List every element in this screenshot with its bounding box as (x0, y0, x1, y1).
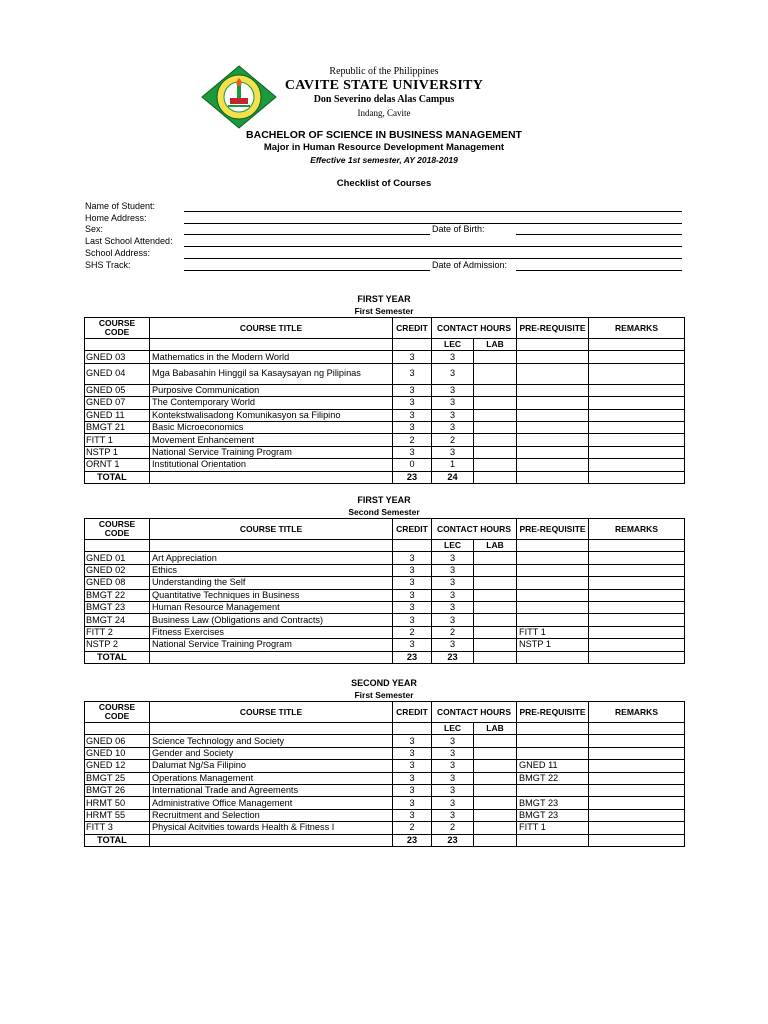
contact-hours-header: CONTACT HOURS (432, 318, 517, 339)
name-label: Name of Student: (85, 201, 156, 211)
section-year: FIRST YEAR (357, 294, 411, 304)
table-row: GNED 11 Kontekstwalisadong Komunikasyon sa Filipino 3 3 (85, 409, 685, 421)
table-row: GNED 02 Ethics 3 3 (85, 564, 685, 576)
table-row: BMGT 26 International Trade and Agreements 3 3 (85, 784, 685, 796)
last-school-field[interactable] (184, 246, 682, 247)
shs-track-field[interactable] (184, 270, 430, 271)
admission-label: Date of Admission: (432, 260, 508, 270)
program-major: Major in Human Resource Development Management (263, 142, 505, 153)
table-row: HRMT 55 Recruitment and Selection 3 3 BMGT 23 (85, 809, 685, 821)
course-title-header: COURSE TITLE (150, 318, 393, 339)
remarks-header: REMARKS (589, 318, 685, 339)
credit-header: CREDIT (393, 702, 432, 723)
course-table-y1-s1 (84, 317, 685, 484)
program-title: BACHELOR OF SCIENCE IN BUSINESS MANAGEMENT (246, 129, 522, 141)
total-row: TOTAL 23 23 (85, 651, 685, 663)
table-row: FITT 1 Movement Enhancement 2 2 (85, 434, 685, 446)
table-row: GNED 03 Mathematics in the Modern World 3 3 (85, 351, 685, 363)
table-row: GNED 04 Mga Babasahin Hinggil sa Kasaysayan ng Pilipinas 3 3 (85, 363, 685, 384)
lec-header: LEC (432, 540, 474, 552)
home-address-label: Home Address: (85, 213, 147, 223)
table-row: GNED 10 Gender and Society 3 3 (85, 747, 685, 759)
lab-header: LAB (474, 339, 517, 351)
section-year: SECOND YEAR (351, 678, 417, 688)
course-code-header: COURSE CODE (85, 318, 150, 339)
dob-field[interactable] (516, 234, 682, 235)
sex-label: Sex: (85, 224, 104, 234)
table-row: NSTP 1 National Service Training Program 3 3 (85, 446, 685, 458)
table-row: GNED 06 Science Technology and Society 3 3 (85, 735, 685, 747)
total-row: TOTAL 23 24 (85, 471, 685, 483)
school-address-field[interactable] (184, 258, 682, 259)
section-semester: First Semester (354, 306, 414, 316)
dob-label: Date of Birth: (432, 224, 485, 234)
campus-location: Indang, Cavite (357, 108, 411, 118)
remarks-header: REMARKS (589, 702, 685, 723)
table-row: GNED 08 Understanding the Self 3 3 (85, 577, 685, 589)
total-row: TOTAL 23 23 (85, 834, 685, 846)
sex-field[interactable] (184, 234, 430, 235)
campus-name: Don Severino delas Alas Campus (313, 94, 455, 105)
table-row: FITT 3 Physical Acitvities towards Health & Fitness I 2 2 FITT 1 (85, 822, 685, 834)
course-title-header: COURSE TITLE (150, 702, 393, 723)
school-address-label: School Address: (85, 248, 151, 258)
last-school-label: Last School Attended: (85, 236, 173, 246)
table-row: FITT 2 Fitness Exercises 2 2 FITT 1 (85, 626, 685, 638)
contact-hours-header: CONTACT HOURS (432, 702, 517, 723)
course-table-y2-s1 (84, 701, 685, 847)
prereq-header: PRE-REQUISITE (517, 519, 589, 540)
table-row: BMGT 23 Human Resource Management 3 3 (85, 601, 685, 613)
table-row: NSTP 2 National Service Training Program 3 3 NSTP 1 (85, 639, 685, 651)
course-code-header: COURSE CODE (85, 519, 150, 540)
table-row: BMGT 22 Quantitative Techniques in Business 3 3 (85, 589, 685, 601)
section-semester: Second Semester (348, 507, 420, 517)
table-row: HRMT 50 Administrative Office Management 3 3 BMGT 23 (85, 797, 685, 809)
lab-header: LAB (474, 723, 517, 735)
prereq-header: PRE-REQUISITE (517, 702, 589, 723)
shs-track-label: SHS Track: (85, 260, 131, 270)
lec-header: LEC (432, 339, 474, 351)
table-row: BMGT 21 Basic Microeconomics 3 3 (85, 421, 685, 433)
remarks-header: REMARKS (589, 519, 685, 540)
checklist-title: Checklist of Courses (336, 178, 432, 189)
section-year: FIRST YEAR (357, 495, 411, 505)
course-table-y1-s2 (84, 518, 685, 664)
table-row: ORNT 1 Institutional Orientation 0 1 (85, 459, 685, 471)
effective-date: Effective 1st semester, AY 2018-2019 (310, 155, 458, 165)
credit-header: CREDIT (393, 318, 432, 339)
admission-field[interactable] (516, 270, 682, 271)
table-row: BMGT 24 Business Law (Obligations and Contracts) 3 3 (85, 614, 685, 626)
table-row: BMGT 25 Operations Management 3 3 BMGT 22 (85, 772, 685, 784)
lec-header: LEC (432, 723, 474, 735)
republic-text: Republic of the Philippines (329, 66, 439, 77)
prereq-header: PRE-REQUISITE (517, 318, 589, 339)
table-row: GNED 05 Purposive Communication 3 3 (85, 384, 685, 396)
table-row: GNED 01 Art Appreciation 3 3 (85, 552, 685, 564)
credit-header: CREDIT (393, 519, 432, 540)
course-title-header: COURSE TITLE (150, 519, 393, 540)
table-row: GNED 12 Dalumat Ng/Sa Filipino 3 3 GNED 11 (85, 760, 685, 772)
course-code-header: COURSE CODE (85, 702, 150, 723)
contact-hours-header: CONTACT HOURS (432, 519, 517, 540)
table-row: GNED 07 The Contemporary World 3 3 (85, 397, 685, 409)
lab-header: LAB (474, 540, 517, 552)
section-semester: First Semester (354, 690, 414, 700)
name-field[interactable] (184, 211, 682, 212)
university-name: CAVITE STATE UNIVERSITY (284, 78, 484, 93)
